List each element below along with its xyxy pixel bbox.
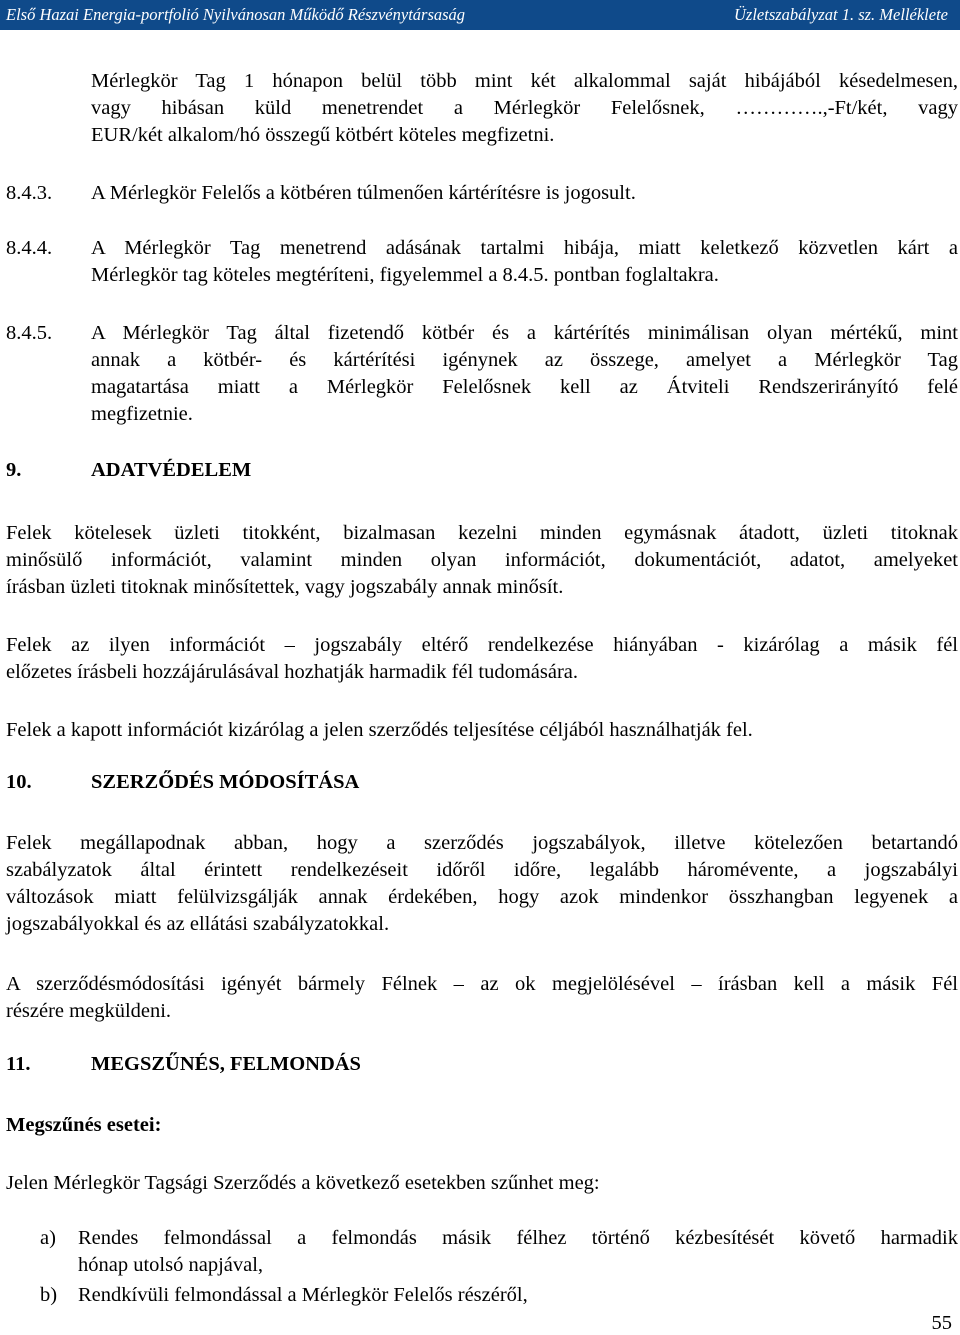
section-9-heading: ADATVÉDELEM xyxy=(91,459,252,481)
section-number-8-4-3: 8.4.3. xyxy=(6,182,53,204)
section-8-4-4-paragraph xyxy=(91,235,958,289)
paragraph-line: Felek megállapodnak abban, hogy a szerződés jogszabályok, illetve kötelezően betartandó xyxy=(6,832,958,854)
section-11-intro: Jelen Mérlegkör Tagsági Szerződés a következő esetekben szűnhet meg: xyxy=(6,1172,600,1194)
header-company-name: Első Hazai Energia-portfolió Nyilvánosan Működő Részvénytársaság xyxy=(6,5,466,24)
list-item xyxy=(78,1225,958,1279)
section-8-4-5-paragraph xyxy=(91,320,958,428)
intro-line: EUR/két alkalom/hó összegű kötbért köteles megfizetni. xyxy=(91,124,555,146)
section-9-paragraph-2 xyxy=(6,632,958,686)
section-9-number: 9. xyxy=(6,459,22,481)
paragraph-line: részére megküldeni. xyxy=(6,1000,172,1022)
page-header xyxy=(0,0,960,30)
section-line: Mérlegkör tag köteles megtéríteni, figyelemmel a 8.4.5. pontban foglaltakra. xyxy=(91,264,719,286)
paragraph-line: Felek az ilyen információt – jogszabály eltérő rendelkezése hiányában - kizárólag a másik fél xyxy=(6,634,958,656)
section-10-paragraph-1 xyxy=(6,830,958,938)
list-item-line: Rendes felmondással a felmondás másik félhez történő kézbesítését követő harmadik xyxy=(78,1227,958,1249)
paragraph-line: minősülő információt, valamint minden olyan információt, dokumentációt, adatot, amelyeket xyxy=(6,549,958,571)
intro-line: vagy hibásan küld menetrendet a Mérlegkör Felelősnek, ………….,-Ft/két, vagy xyxy=(91,97,958,119)
list-item-line: hónap utolsó napjával, xyxy=(78,1254,264,1276)
page-number: 55 xyxy=(931,1312,952,1334)
header-document-title: Üzletszabályzat 1. sz. Melléklete xyxy=(733,5,948,24)
section-line: A Mérlegkör Tag által fizetendő kötbér és a kártérítés minimálisan olyan mértékű, mint xyxy=(91,322,958,344)
section-line: magatartása miatt a Mérlegkör Felelősnek kell az Átviteli Rendszerirányító felé xyxy=(91,376,958,398)
section-9-paragraph-1 xyxy=(6,520,958,601)
section-9-paragraph-3: Felek a kapott információt kizárólag a jelen szerződés teljesítése céljából használhatják fel. xyxy=(6,719,753,741)
section-11-heading: MEGSZŰNÉS, FELMONDÁS xyxy=(91,1053,361,1075)
section-line: annak a kötbér- és kártérítési igénynek az összege, amelyet a Mérlegkör Tag xyxy=(91,349,958,371)
intro-paragraph xyxy=(91,68,958,149)
section-line: A Mérlegkör Tag menetrend adásának tartalmi hibája, miatt keletkező közvetlen kárt a xyxy=(91,237,958,259)
section-10-number: 10. xyxy=(6,771,32,793)
section-11-number: 11. xyxy=(6,1053,31,1075)
section-8-4-3-text: A Mérlegkör Felelős a kötbéren túlmenően kártérítésre is jogosult. xyxy=(91,182,636,204)
section-line: megfizetnie. xyxy=(91,403,193,425)
paragraph-line: Felek kötelesek üzleti titokként, bizalmasan kezelni minden egymásnak átadott, üzleti titoknak xyxy=(6,522,958,544)
paragraph-line: jogszabályokkal és az ellátási szabályzatokkal. xyxy=(6,913,390,935)
paragraph-line: szabályzatok által érintett rendelkezéseit időről időre, legalább háromévente, a jogszabályi xyxy=(6,859,958,881)
paragraph-line: A szerződésmódosítási igényét bármely Félnek – az ok megjelölésével – írásban kell a másik Fél xyxy=(6,973,958,995)
list-item-marker: b) xyxy=(40,1284,58,1306)
list-item-marker: a) xyxy=(40,1227,56,1249)
section-number-8-4-4: 8.4.4. xyxy=(6,237,53,259)
paragraph-line: változások miatt felülvizsgálják annak érdekében, hogy azok mindenkor összhangban legyenek a xyxy=(6,886,958,908)
paragraph-line: írásban üzleti titoknak minősítettek, vagy jogszabály annak minősít. xyxy=(6,576,564,598)
section-10-heading: SZERZŐDÉS MÓDOSÍTÁSA xyxy=(91,771,360,793)
section-number-8-4-5: 8.4.5. xyxy=(6,322,53,344)
section-11-subheading: Megszűnés esetei: xyxy=(6,1114,162,1136)
intro-line: Mérlegkör Tag 1 hónapon belül több mint két alkalommal saját hibájából késedelmesen, xyxy=(91,70,958,92)
list-item: Rendkívüli felmondással a Mérlegkör Felelős részéről, xyxy=(78,1284,528,1306)
section-10-paragraph-2 xyxy=(6,971,958,1025)
paragraph-line: előzetes írásbeli hozzájárulásával hozhatják harmadik fél tudomására. xyxy=(6,661,579,683)
